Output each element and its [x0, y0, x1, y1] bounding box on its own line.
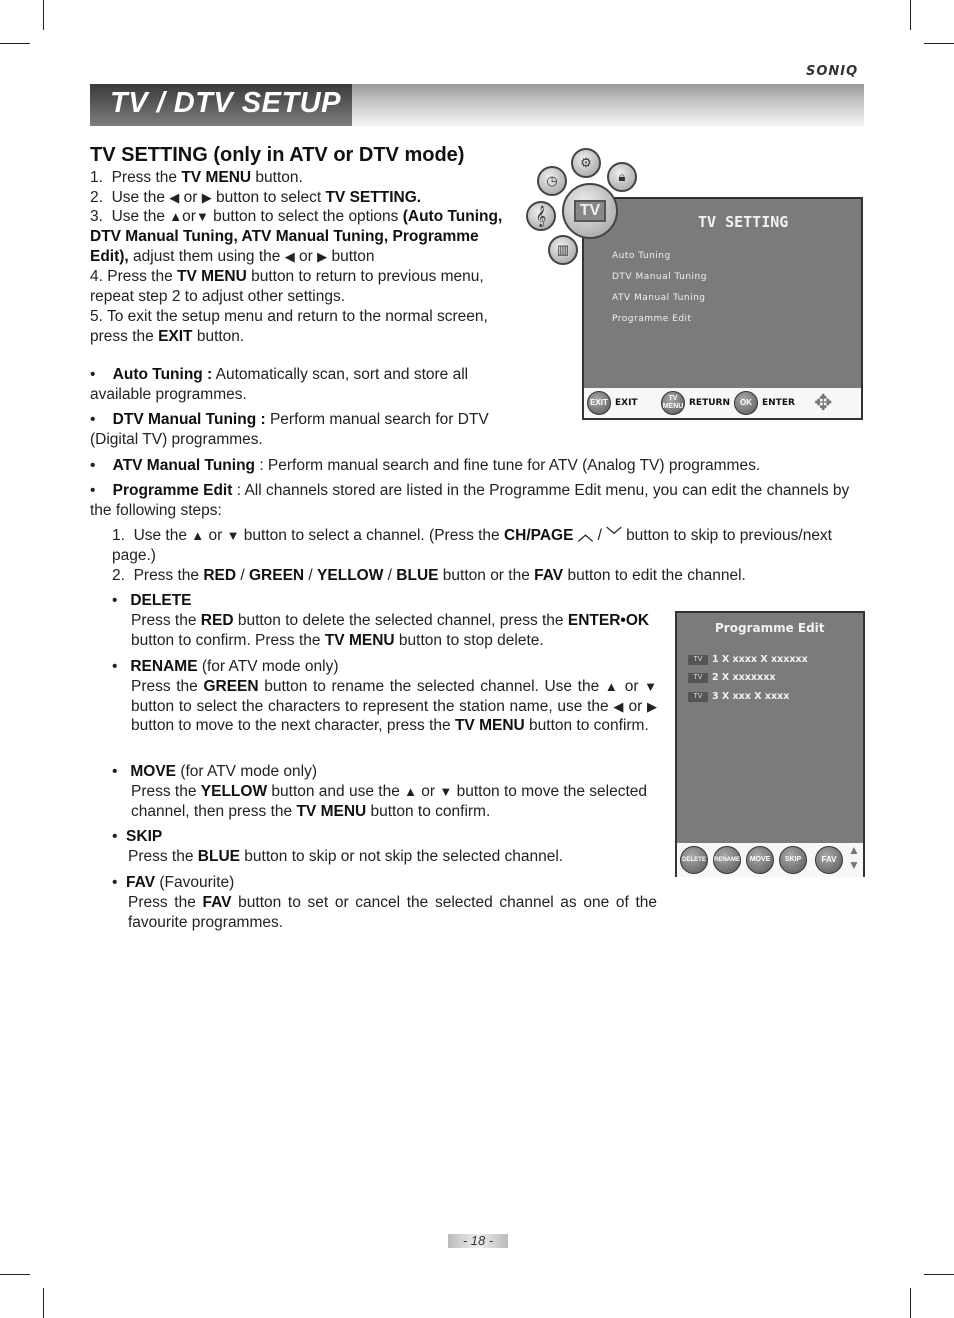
tv-tag: TV: [688, 655, 708, 665]
crop-mark: [910, 0, 911, 30]
music-note-icon: 𝄞: [526, 201, 556, 231]
step-1: 1. Press the TV MENU button.: [90, 169, 303, 186]
return-label: RETURN: [689, 398, 730, 408]
crop-mark: [43, 1288, 44, 1318]
down-arrow-icon: ▼: [439, 783, 453, 799]
brand-logo: SONIQ: [806, 64, 859, 79]
left-arrow-icon: ◀: [169, 190, 180, 205]
rename-button-icon: RENAME: [713, 846, 741, 874]
bullet-auto-tuning: • Auto Tuning : Automatically scan, sort and store all available programmes.: [90, 366, 469, 403]
direction-pad-icon: ✥: [814, 390, 833, 415]
programme-button-bar: [677, 843, 863, 877]
crop-mark: [0, 43, 30, 44]
move-button-icon: MOVE: [746, 846, 774, 874]
step-2: 2. Use the ◀ or ▶ button to select TV SETTING.: [90, 189, 422, 206]
right-arrow-icon: ▶: [317, 248, 328, 264]
fav-button-icon: FAV: [815, 846, 843, 874]
bullet-programme-edit: • Programme Edit : All channels stored are listed in the Programme Edit menu, you can edit the channels by the following steps:: [90, 482, 850, 519]
left-arrow-icon: ◀: [284, 248, 295, 264]
clock-icon: ◷: [537, 166, 567, 196]
prog-step-2: 2. Press the RED / GREEN / YELLOW / BLUE button or the FAV button to edit the channel.: [112, 567, 746, 584]
left-arrow-icon: ◀: [613, 698, 624, 714]
down-arrow-icon: ▼: [226, 528, 240, 543]
tv-menu-button-icon: TV MENU: [661, 391, 685, 415]
prog-step-1: 1. Use the ▲ or ▼ button to select a channel. (Press the CH/PAGE ︿ / ﹀ button to skip to previous/next page.): [112, 527, 832, 564]
programme-edit-screen: [675, 611, 865, 877]
crop-mark: [43, 0, 44, 30]
crop-mark: [910, 1288, 911, 1318]
exit-button-icon: EXIT: [587, 391, 611, 415]
ok-button-icon: OK: [734, 391, 758, 415]
down-arrow-icon: ▼: [195, 209, 209, 224]
delete-section: • DELETE Press the RED button to delete the selected channel, press the ENTER•OK button to confirm. Press the TV MENU button to stop delete.: [112, 592, 650, 649]
chevron-up-icon: ︿: [577, 527, 594, 544]
fav-section: • FAV (Favourite) Press the FAV button to set or cancel the selected channel as one of the favourite programmes.: [112, 874, 657, 931]
page-number: - 18 -: [462, 1233, 494, 1248]
skip-button-icon: SKIP: [779, 846, 807, 874]
lock-icon: 🔒︎: [607, 162, 637, 192]
enter-label: ENTER: [762, 398, 795, 408]
page-title: TV / DTV SETUP: [110, 87, 341, 119]
tv-icon: [562, 183, 618, 239]
title-box: [90, 84, 352, 126]
screen-title: TV SETTING: [698, 213, 789, 231]
tv-setting-screen: [582, 197, 863, 420]
tv-tag: TV: [688, 692, 708, 702]
menu-item-atv-manual-tuning: ATV Manual Tuning: [612, 293, 706, 303]
right-arrow-icon: ▶: [201, 190, 212, 205]
settings-gear-icon: ⚙: [571, 148, 601, 178]
move-section: • MOVE (for ATV mode only) Press the YELLOW button and use the ▲ or ▼ button to move the selected channel, then press the TV MENU button to confirm.: [112, 763, 648, 820]
rename-section: • RENAME (for ATV mode only) Press the GREEN button to rename the selected channel. Use the ▲ or ▼ button to select the characters to represent the station name, use the ◀ or ▶ button to move to the next character, press the TV MENU button to confirm.: [112, 658, 658, 735]
menu-item-dtv-manual-tuning: DTV Manual Tuning: [612, 272, 707, 282]
right-arrow-icon: ▶: [647, 698, 657, 714]
up-arrow-icon: ▲: [404, 783, 417, 799]
button-bar: [584, 388, 861, 418]
skip-section: • SKIP Press the BLUE button to skip or not skip the selected channel.: [112, 828, 564, 865]
up-arrow-icon: ▲: [604, 678, 620, 694]
menu-item-auto-tuning: Auto Tuning: [612, 251, 671, 261]
page-number-bar: [448, 1234, 508, 1248]
bullet-atv-manual-tuning: • ATV Manual Tuning : Perform manual search and fine tune for ATV (Analog TV) programmes.: [90, 457, 761, 474]
channel-row: 3 X xxx X xxxx: [712, 691, 790, 702]
step-4: 4. Press the TV MENU button to return to previous menu, repeat step 2 to adjust other settings.: [90, 268, 484, 305]
book-icon: ▥: [548, 235, 578, 265]
crop-mark: [0, 1274, 30, 1275]
menu-item-programme-edit: Programme Edit: [612, 314, 692, 324]
title-banner: [90, 84, 864, 126]
chevron-down-icon: ﹀: [606, 527, 622, 544]
section-title: TV SETTING (only in ATV or DTV mode): [90, 144, 465, 166]
delete-button-icon: DELETE: [680, 846, 708, 874]
tv-icon-label: TV: [574, 200, 606, 222]
exit-label: EXIT: [615, 398, 638, 408]
up-arrow-icon: ▲: [169, 209, 183, 224]
step-3: 3. Use the ▲or▼ button to select the options (Auto Tuning, DTV Manual Tuning, ATV Manual Tuning, Programme Edit), adjust them using the ◀ or ▶ button: [90, 208, 503, 265]
channel-row: 1 X xxxx X xxxxxx: [712, 654, 808, 665]
tv-tag: TV: [688, 673, 708, 683]
up-arrow-icon: ▲: [191, 528, 205, 543]
step-5: 5. To exit the setup menu and return to the normal screen, press the EXIT button.: [90, 308, 488, 345]
bullet-dtv-manual-tuning: • DTV Manual Tuning : Perform manual search for DTV (Digital TV) programmes.: [90, 411, 489, 448]
crop-mark: [924, 43, 954, 44]
down-arrow-icon: ▼: [644, 678, 658, 694]
up-down-arrows-icon: ▲ ▼: [848, 843, 860, 872]
programme-edit-title: Programme Edit: [715, 621, 825, 635]
crop-mark: [924, 1274, 954, 1275]
channel-row: 2 X xxxxxxx: [712, 672, 776, 683]
